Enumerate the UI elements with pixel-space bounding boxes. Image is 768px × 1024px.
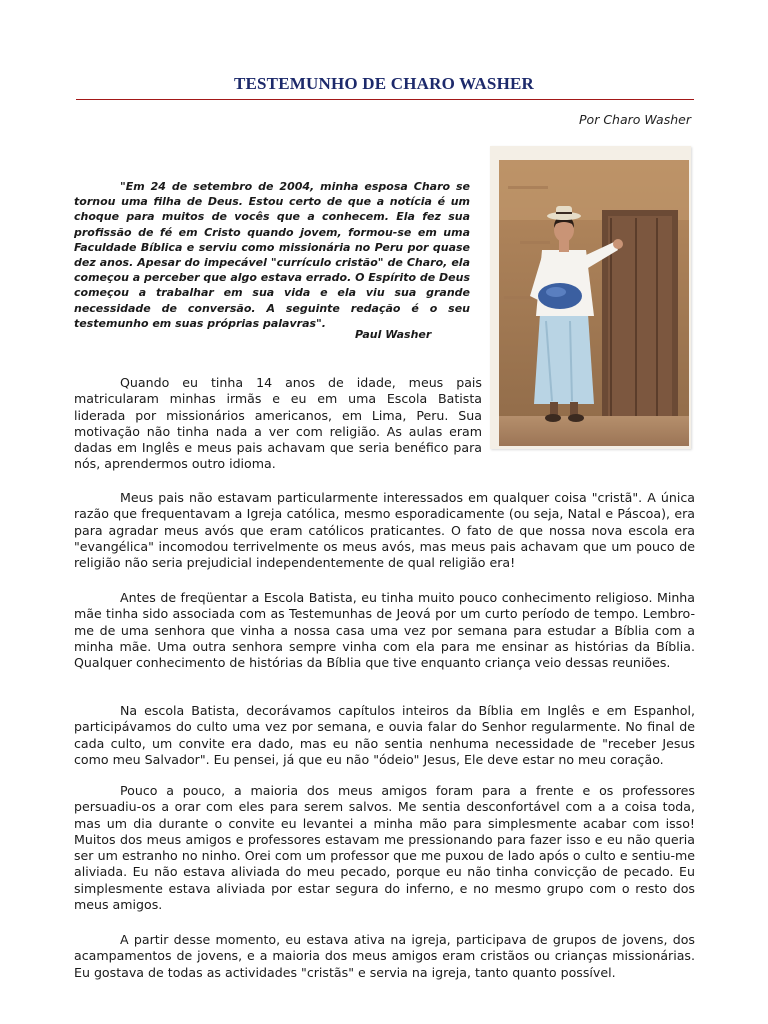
- body-paragraph-5: Pouco a pouco, a maioria dos meus amigos foram para a frente e os professores persuadiu-os a orar com eles para serem salvos. Me sentia desconfortável com a a coisa toda, mas um dia durante o convite eu levantei a minha mão para simplesmente acabar com isso! Muitos dos meus amigos e professores estavam me pressionando para fazer isso e eu não queria ser um estranho no ninho. Orei com um professor que me puxou de lado após o culto e sentiu-me aliviada. Eu não estava aliviada do meu pecado, porque eu não tinha convicção de pecado. Eu simplesmente estava aliviada por estar segura do inferno, e no mesmo grupo com o resto dos meus amigos.: [74, 783, 695, 913]
- title-divider: [76, 99, 694, 100]
- intro-quote: [74, 179, 470, 331]
- portrait-photo-illustration: [490, 146, 691, 449]
- intro-signature: Paul Washer: [355, 328, 432, 341]
- body-paragraph-3: Antes de freqüentar a Escola Batista, eu tinha muito pouco conhecimento religioso. Minha mãe tinha sido associada com as Testemunhas de Jeová por um curto período de tempo. Lembro-me de uma senhora que vinha a nossa casa uma vez por semana para estudar a Bíblia com a minha mãe. Uma outra senhora sempre vinha com ela para me ensinar as histórias da Bíblia. Qualquer conhecimento de histórias da Bíblia que tive enquanto criança veio dessas reuniões.: [74, 590, 695, 671]
- body-paragraph-2: Meus pais não estavam particularmente interessados em qualquer coisa "cristã". A única razão que frequentavam a Igreja católica, mesmo esporadicamente (ou seja, Natal e Páscoa), era para agradar meus avós que eram católicos praticantes. O fato de que nossa nova escola era "evangélica" incomodou terrivelmente os meus avós, mas meus pais achavam que um pouco de religião não seria prejudicial independentemente de qual religião era!: [74, 490, 695, 571]
- byline: Por Charo Washer: [579, 112, 691, 127]
- body-paragraph-1: Quando eu tinha 14 anos de idade, meus pais matricularam minhas irmãs e eu em uma Escola Batista liderada por missionários americanos, em Lima, Peru. Sua motivação não tinha nada a ver com religião. As aulas eram dadas em Inglês e meus pais achavam que seria benéfico para nós, aprendermos outro idioma.: [74, 375, 482, 472]
- intro-quote-text: "Em 24 de setembro de 2004, minha esposa Charo se tornou uma filha de Deus. Estou certo de que a notícia é um choque para muitos de vocês que a conhecem. Ela fez sua profissão de fé em Cristo quando jovem, formou-se em uma Faculdade Bíblica e serviu como missionária no Peru por quase dez anos. Apesar do impecável "currículo cristão" de Charo, ela começou a perceber que algo estava errado. O Espírito de Deus começou a trabalhar em sua vida e ela viu sua grande necessidade de conversão. A seguinte redação é o seu testemunho em suas próprias palavras".: [74, 180, 470, 330]
- portrait-photo: [490, 146, 691, 449]
- body-paragraph-4: Na escola Batista, decorávamos capítulos inteiros da Bíblia em Inglês e em Espanhol, participávamos do culto uma vez por semana, e ouvia falar do Senhor regularmente. No final de cada culto, um convite era dado, mas eu não sentia nenhuma necessidade de "receber Jesus como meu Salvador". Eu pensei, já que eu não "ódeio" Jesus, Ele deve estar no meu coração.: [74, 703, 695, 767]
- body-paragraph-6: A partir desse momento, eu estava ativa na igreja, participava de grupos de jovens, dos acampamentos de jovens, e a maioria dos meus amigos eram cristãos ou crianças missionárias. Eu gostava de todas as actividades "cristãs" e servia na igreja, tanto quanto possível.: [74, 932, 695, 980]
- document-title: TESTEMUNHO DE CHARO WASHER: [233, 74, 535, 93]
